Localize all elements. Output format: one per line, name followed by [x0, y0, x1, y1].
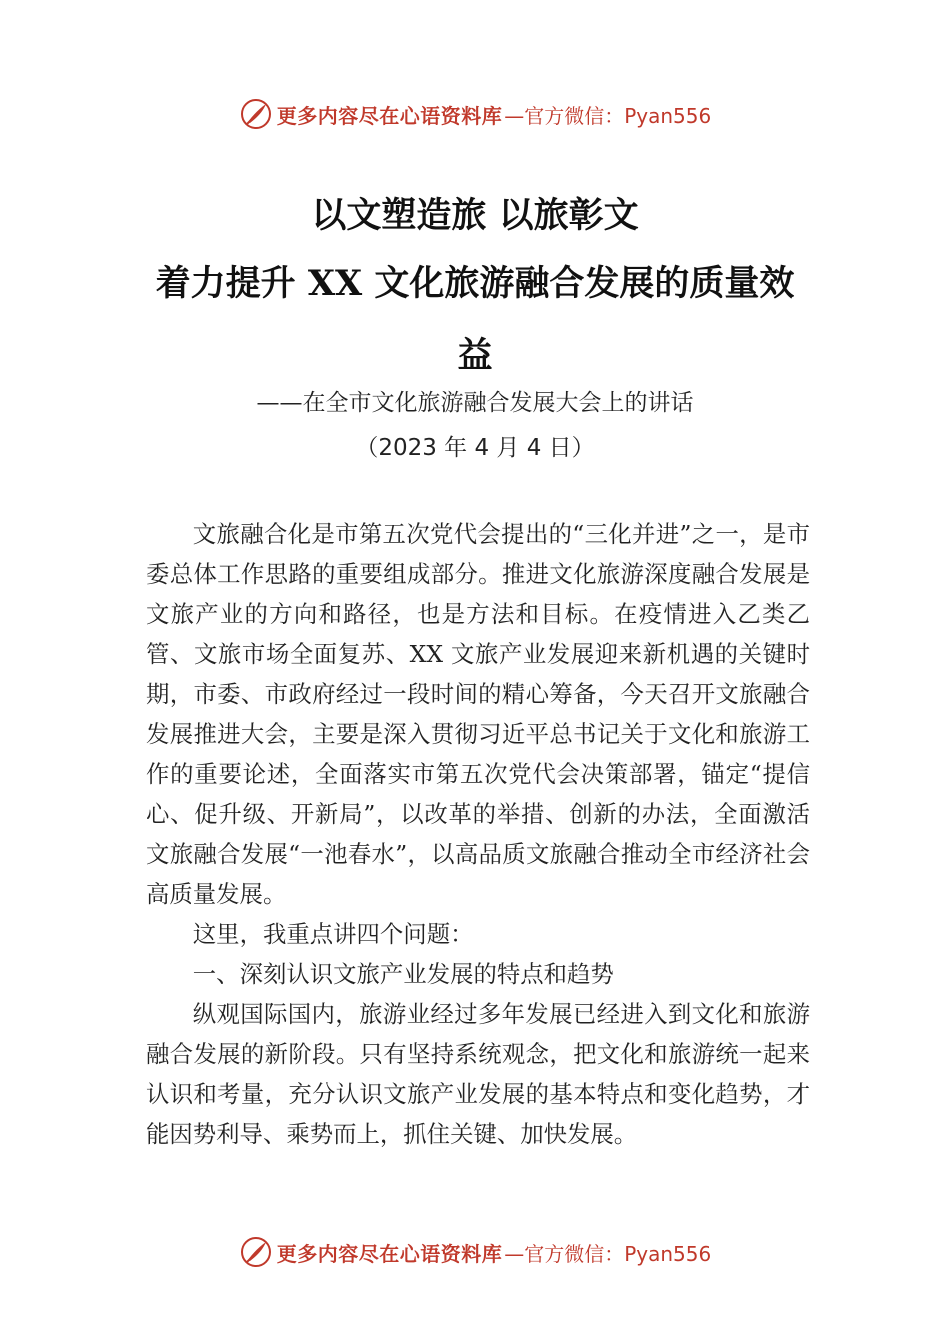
header-watermark-banner	[0, 94, 950, 134]
banner-main-text: 更多内容尽在心语资料库	[276, 1241, 503, 1266]
banner-contact-text: —官方微信：Pyan556	[504, 1241, 712, 1266]
banner-main-text: 更多内容尽在心语资料库	[276, 103, 503, 128]
speech-date: （2023 年 4 月 4 日）	[355, 435, 595, 461]
banner-contact-text: —官方微信：Pyan556	[504, 103, 712, 128]
document-body	[146, 514, 810, 1154]
document-title-line-1: 以文塑造旅 以旅彰文	[311, 195, 639, 236]
document-title-line-3: 益	[457, 335, 493, 376]
quill-logo-icon	[239, 1235, 273, 1269]
quill-logo-icon	[239, 97, 273, 131]
speech-occasion: ——在全市文化旅游融合发展大会上的讲话	[256, 390, 694, 416]
body-paragraph: 纵观国际国内，旅游业经过多年发展已经进入到文化和旅游融合发展的新阶段。只有坚持系统观念，把文化和旅游统一起来认识和考量，充分认识文旅产业发展的基本特点和变化趋势，才能因势利导、乘势而上，抓住关键、加快发展。	[146, 1000, 810, 1148]
document-title-line-2: 着力提升 XX 文化旅游融合发展的质量效	[155, 263, 795, 304]
body-paragraph: 这里，我重点讲四个问题：	[192, 920, 474, 948]
section-heading: 一、深刻认识文旅产业发展的特点和趋势	[192, 960, 614, 988]
footer-watermark-banner	[0, 1232, 950, 1272]
body-paragraph: 文旅融合化是市第五次党代会提出的“三化并进”之一，是市委总体工作思路的重要组成部分。推进文化旅游深度融合发展是文旅产业的方向和路径，也是方法和目标。在疫情进入乙类乙管、文旅市场全面复苏、XX 文旅产业发展迎来新机遇的关键时期，市委、市政府经过一段时间的精心筹备，今天召开文旅融合发展推进大会，主要是深入贯彻习近平总书记关于文化和旅游工作的重要论述，全面落实市第五次党代会决策部署，锚定“提信心、促升级、开新局”，以改革的举措、创新的办法，全面激活文旅融合发展“一池春水”，以高品质文旅融合推动全市经济社会高质量发展。	[146, 520, 810, 908]
